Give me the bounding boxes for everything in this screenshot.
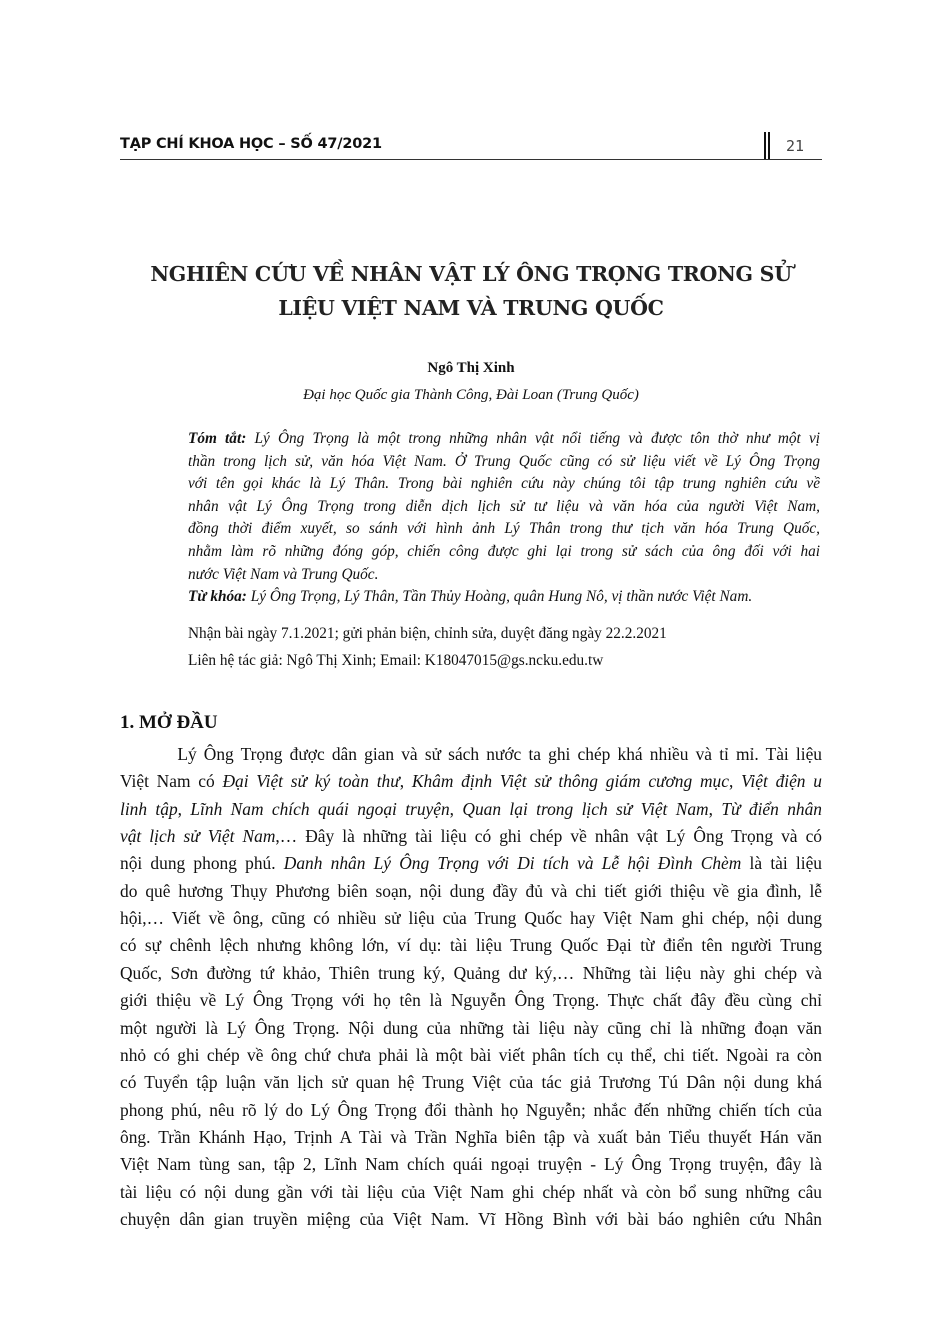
body-line [120,1072,822,1093]
section-heading: 1. MỞ ĐẦU [120,712,218,733]
text-segment: , [449,798,463,819]
text-segment: Quốc, Sơn đường tứ khảo, Thiên trung ký, Quảng dư ký,… Những tài liệu này ghi chép và [120,962,822,983]
text-segment: là tài liệu [741,853,822,874]
body-line [120,1018,822,1039]
abstract-line [188,498,820,516]
text-segment: , [728,771,742,792]
header-rule [120,159,822,160]
author-contact: Liên hệ tác giả: Ngô Thị Xinh; Email: K18047015@gs.ncku.edu.tw [188,652,604,669]
text-segment: , [708,798,722,819]
body-line [120,1209,822,1230]
label-bold: Tóm tắt: [188,430,247,447]
text-segment: một người là Lý Ông Trọng. Nội dung của những tài liệu này cũng chỉ là những đoạn văn [120,1017,822,1038]
italic-title: Quan lại trong lịch sử Việt Nam [462,798,709,819]
text-segment: thần trong lịch sử, văn hóa Việt Nam. Ở Trung Quốc cũng có sử liệu viết về Lý Ông Trọng [188,452,820,470]
text-segment: Lý Ông Trọng được dân gian và sử sách nước ta ghi chép khá nhiều và tỉ mỉ. Tài liệu [120,744,822,764]
text-segment: Việt Nam tùng san, tập 2, Lĩnh Nam chích quái ngoại truyện - Lý Ông Trọng truyện, đây là [120,1154,822,1175]
body-line [120,1045,822,1066]
text-segment: Lý Ông Trọng là một trong những nhân vật nổi tiếng và được tôn thờ như một vị [246,430,820,447]
text-segment: nhằm làm rõ những đóng góp, chiến công được ghi lại trong sử sách của ông đối với hai [188,543,820,560]
text-segment: ,… Đây là những tài liệu có ghi chép về nhân vật Lý Ông Trọng và có [275,826,822,847]
body-line [120,963,822,984]
text-segment: Việt Nam có [120,771,223,792]
body-line [120,799,822,820]
italic-title: Lĩnh Nam chích quái ngoại truyện [190,798,450,819]
abstract-line [188,453,820,471]
italic-title: vật lịch sử Việt Nam [120,826,276,847]
paper-title-line-2: LIỆU VIỆT NAM VÀ TRUNG QUỐC [278,296,664,320]
italic-title: Việt điện u [741,771,822,792]
paper-title-line-1: NGHIÊN CỨU VỀ NHÂN VẬT LÝ ÔNG TRỌNG TRONG SỬ [150,262,792,286]
body-line [120,1100,822,1121]
text-segment: tài liệu có nội dung gần với tài liệu của Việt Nam ghi chép nhất và còn bổ sung những câu [120,1181,822,1202]
text-segment: nhỏ có ghi chép về ông chứ chưa phải là một bài viết phân tích cụ thể, chi tiết. Ngoài ra còn [120,1044,822,1065]
text-segment: nhân vật Lý Ông Trọng trong diễn dịch lịch sử tư liệu và văn hóa của người Việt Nam, [188,497,820,515]
abstract-line [188,543,820,561]
header-divider-bars [764,132,770,159]
text-segment: với tên gọi khác là Lý Thân. Trong bài nghiên cứu này chúng tôi tập trung nghiên cứu về [188,475,820,493]
text-segment: nước Việt Nam và Trung Quốc. [188,565,379,583]
abstract-line [188,430,820,448]
italic-title: Khâm định Việt sử thông giám cương mục [411,771,729,792]
italic-title: Danh nhân Lý Ông Trọng với Di tích và Lễ hội Đình Chèm [283,853,742,874]
italic-title: Đại Việt sử ký toàn thư [222,771,400,792]
italic-title: Từ điển nhân [721,798,822,819]
text-segment: đồng thời điểm xuyết, so sánh với hình ảnh Lý Thân trong thư tịch văn hóa Trung Quốc, [188,520,820,538]
body-line [120,853,822,874]
text-segment: , [177,798,191,819]
text-segment: Lý Ông Trọng, Lý Thân, Tần Thủy Hoàng, quân Hung Nô, vị thần nước Việt Nam. [246,588,753,606]
text-segment: nội dung phong phú. [120,853,284,874]
abstract-line [188,588,820,606]
label-bold: Từ khóa: [188,588,247,606]
body-line [120,990,822,1011]
body-line [120,826,822,847]
body-line [120,935,822,956]
journal-header: TẠP CHÍ KHOA HỌC – SỐ 47/2021 [120,136,382,152]
body-line [120,1127,822,1148]
abstract-line [188,566,820,584]
page-number: 21 [786,137,805,155]
text-segment: giới thiệu về Lý Ông Trọng với họ tên là Nguyễn Ông Trọng. Thực chất đây đều cùng chỉ [120,990,822,1011]
body-line [120,881,822,902]
abstract-line [188,520,820,538]
author-affiliation: Đại học Quốc gia Thành Công, Đài Loan (Trung Quốc) [303,387,639,403]
body-line [120,1154,822,1175]
text-segment: hội,… Viết về ông, cũng có nhiều sử liệu của Trung Quốc hay Việt Nam ghi chép, nội dung [120,908,822,929]
text-segment: do quê hương Thụy Phương biên soạn, nội dung đầy đủ và chi tiết giới thiệu về gia đình, lễ [120,880,822,901]
body-line [120,771,822,792]
text-segment: có Tuyển tập luận văn lịch sử quan hệ Trung Việt của tác giả Trương Tú Dân nội dung khá [120,1072,822,1093]
text-segment: , [399,771,412,792]
text-segment: chuyện dân gian truyền miệng của Việt Nam. Vĩ Hồng Bình với bài báo nghiên cứu Nhân [120,1208,822,1229]
abstract-line [188,475,820,493]
body-line [120,908,822,929]
italic-title: linh tập [120,798,178,819]
text-segment: ông. Trần Khánh Hạo, Trịnh A Tài và Trần Nghĩa biên tập và xuất bản Tiểu thuyết Hán văn [120,1126,822,1147]
body-line [120,744,822,765]
author-name: Ngô Thị Xinh [427,360,515,376]
text-segment: phong phú, nêu rõ lý do Lý Ông Trọng đổi thành họ Nguyễn; nhắc đến những chiến tích của [120,1099,822,1120]
text-segment: có sự chênh lệch nhưng không lớn, ví dụ: tài liệu Trung Quốc Đại từ điển tên người Trung [120,935,822,956]
received-dates: Nhận bài ngày 7.1.2021; gửi phản biện, chỉnh sửa, duyệt đăng ngày 22.2.2021 [188,625,667,642]
body-line [120,1182,822,1203]
